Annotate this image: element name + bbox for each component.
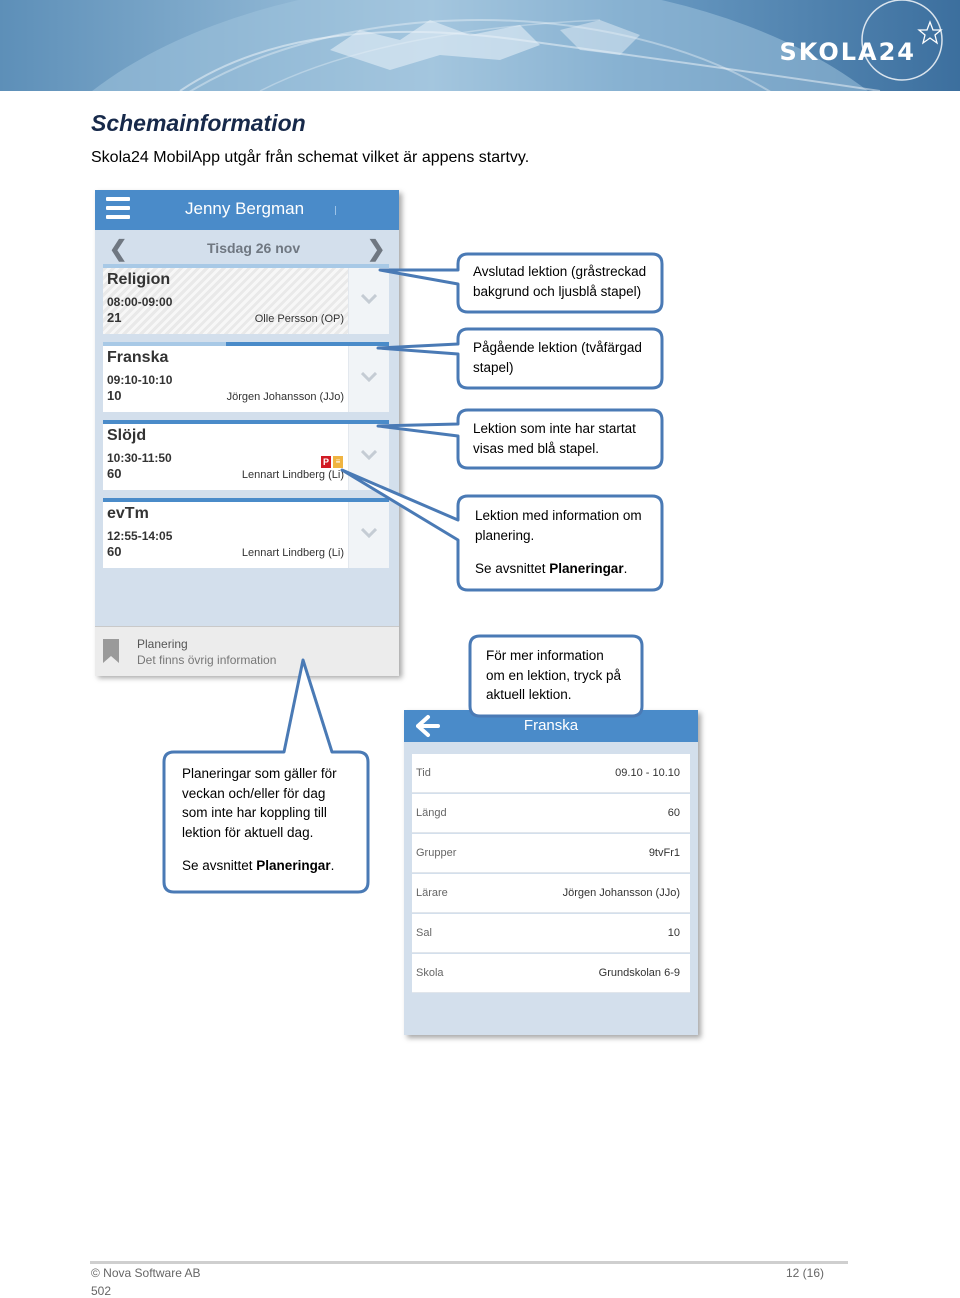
callout-line: Lektion som inte har startat <box>473 421 636 436</box>
user-name: Jenny Bergman <box>185 199 305 218</box>
lesson-subject: Franska <box>107 349 169 366</box>
callout-planning-text <box>475 506 642 579</box>
detail-key: Sal <box>416 927 432 939</box>
detail-key: Längd <box>416 807 447 819</box>
planning-title: Planering <box>137 637 188 651</box>
lesson-room: 10 <box>107 388 122 403</box>
see-section-name: Planeringar <box>256 858 331 873</box>
lesson-subject: evTm <box>107 505 149 522</box>
callout-see-section <box>182 856 337 876</box>
callout-line: Pågående lektion (tvåfärgad <box>473 340 642 355</box>
planning-subtitle: Det finns övrig information <box>137 653 277 667</box>
callout-line: Planeringar som gäller för <box>182 766 337 781</box>
callout-line: visas med blå stapel. <box>473 440 600 456</box>
note-icon: ≡ <box>333 456 343 468</box>
callout-line: planering. <box>475 527 535 543</box>
callout-line: Avslutad lektion (gråstreckad <box>473 264 647 279</box>
callout-line: För mer information <box>486 648 604 663</box>
lesson-subject: Religion <box>107 271 171 288</box>
detail-title: Franska <box>523 717 579 734</box>
detail-value: 09.10 - 10.10 <box>615 767 680 779</box>
callout-line: aktuell lektion. <box>486 687 572 702</box>
detail-value: Jörgen Johansson (JJo) <box>562 887 680 899</box>
lesson-subject: Slöjd <box>107 427 147 444</box>
callout-ongoing-text <box>473 338 642 377</box>
day-label: Tisdag 26 nov <box>207 240 301 256</box>
lesson-teacher: Lennart Lindberg (Li) <box>241 547 344 559</box>
callout-line: om en lektion, tryck på <box>486 667 622 683</box>
lesson-room: 60 <box>107 544 122 559</box>
detail-key: Lärare <box>416 887 448 899</box>
lesson-time: 09:10-10:10 <box>107 373 173 387</box>
see-prefix: Se avsnittet <box>475 561 550 576</box>
footer-copyright: © Nova Software AB <box>91 1266 201 1280</box>
callout-not-started-text <box>473 419 636 458</box>
lesson-room: 60 <box>107 466 122 481</box>
page-title: Schemainformation <box>91 110 306 136</box>
lesson-room: 21 <box>107 310 122 325</box>
lesson-teacher: Lennart Lindberg (Li) <box>241 469 344 481</box>
detail-value: 10 <box>667 927 680 939</box>
callout-line: Lektion med information om <box>475 508 642 523</box>
lesson-time: 08:00-09:00 <box>107 295 173 309</box>
see-suffix: . <box>330 858 335 873</box>
planning-icon: P <box>322 457 329 467</box>
chevron-right-icon[interactable]: ❯ <box>367 236 386 261</box>
lesson-teacher: Jörgen Johansson (JJo) <box>226 391 344 403</box>
detail-key: Grupper <box>416 847 457 859</box>
see-section-name: Planeringar <box>549 561 624 576</box>
lesson-time: 10:30-11:50 <box>107 451 172 465</box>
callout-more-info-text <box>486 646 621 705</box>
chevron-left-icon[interactable]: ❮ <box>109 236 128 261</box>
detail-key: Tid <box>416 767 431 779</box>
skola24-logo: SKOLA24 <box>779 38 916 66</box>
detail-value: 9tvFr1 <box>648 847 680 859</box>
footer-page-number: 12 (16) <box>786 1266 825 1280</box>
lesson-teacher: Olle Persson (OP) <box>254 313 344 325</box>
callout-line: bakgrund och ljusblå stapel) <box>473 283 642 299</box>
callout-line: stapel) <box>473 359 514 375</box>
detail-value: Grundskolan 6-9 <box>598 967 680 979</box>
see-suffix: . <box>623 561 628 576</box>
detail-key: Skola <box>416 967 444 979</box>
footer-doc-id: 502 <box>91 1284 112 1298</box>
detail-value: 60 <box>667 807 680 819</box>
intro-text: Skola24 MobilApp utgår från schemat vilket är appens startvy. <box>91 149 530 166</box>
callout-line: veckan och/eller för dag <box>182 785 326 801</box>
callout-week-planning-text <box>182 764 337 876</box>
lesson-time: 12:55-14:05 <box>107 529 173 543</box>
callout-line: lektion för aktuell dag. <box>182 824 314 840</box>
callout-see-section <box>475 559 642 579</box>
callout-line: som inte har koppling till <box>182 805 327 820</box>
callout-finished-text <box>473 262 646 301</box>
see-prefix: Se avsnittet <box>182 858 257 873</box>
footer-divider <box>90 1261 848 1264</box>
